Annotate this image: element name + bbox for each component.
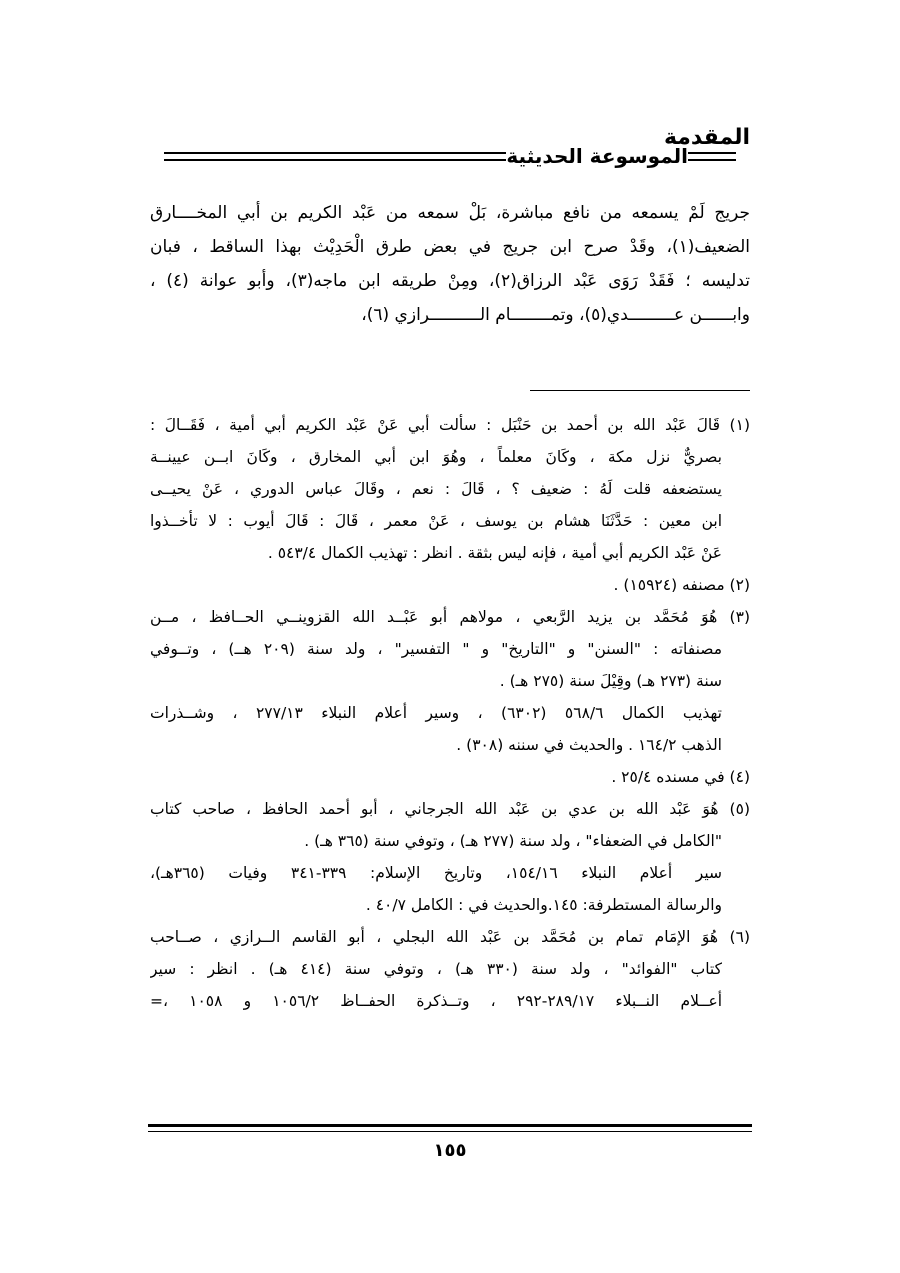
main-text	[150, 196, 750, 332]
footnote-3-line: (٣) هُوَ مُحَمَّد بن يزيد الرَّبعي ، مولاهم أبو عَبْــد الله القزوينــي الحــافظ ، مــن	[150, 608, 750, 626]
footer-rule	[148, 1124, 752, 1132]
running-header	[150, 144, 750, 168]
footnotes	[150, 409, 750, 1017]
footnote-6-line: (٦) هُوَ الإمَام تمام بن مُحَمَّد بن عَبْد الله البجلي ، أبو القاسم الــرازي ، صــاحب	[150, 928, 750, 946]
footnote-3-line: تهذيب الكمال ٥٦٨/٦ (٦٣٠٢) ، وسير أعلام النبلاء ٢٧٧/١٣ ، وشــذرات	[150, 704, 722, 722]
footnote-1-line: يستضعفه قلت لَهُ : ضعيف ؟ ، قَالَ : نعم ، وقَالَ عباس الدوري ، عَنْ يحيــى	[150, 480, 722, 498]
footnote-3-line: الذهب ١٦٤/٢ . والحديث في سننه (٣٠٨) .	[456, 736, 722, 754]
main-text-line: تدليسه ؛ فَقَدْ رَوَى عَبْد الرزاق(٢)، ومِنْ طريقه ابن ماجه(٣)، وأبو عوانة (٤) ،	[150, 271, 750, 291]
section-title: المقدمة	[663, 125, 750, 150]
footnote-1-line: بصريٌّ نزل مكة ، وكَانَ معلماً ، وهُوَ ابن أبي المخارق ، وكَانَ ابــن عيينــة	[150, 448, 722, 466]
footnote-5-line: (٥) هُوَ عَبْد الله بن عدي بن عَبْد الله الجرجاني ، أبو أحمد الحافظ ، صاحب كتاب	[150, 800, 750, 818]
footnote-6-line: أعــلام النــبلاء ٢٨٩/١٧-٢٩٢ ، وتــذكرة الحفــاظ ١٠٥٦/٢ و ١٠٥٨ ،=	[150, 992, 722, 1010]
footnote-1-line: (١) قَالَ عَبْد الله بن أحمد بن حَنْبَل : سألت أبي عَنْ عَبْد الكريم أبي أمية ، فَقَــالَ :	[150, 416, 750, 434]
footnote-5-line: والرسالة المستطرفة: ١٤٥.والحديث في : الكامل ٤٠/٧ .	[365, 896, 722, 914]
header-rule-long	[164, 152, 506, 161]
footnote-3-line: سنة (٢٧٣ هـ) وقِيْلَ سنة (٢٧٥ هـ) .	[499, 672, 722, 690]
header-rule-short	[688, 152, 736, 161]
page-number: ١٥٥	[433, 1140, 467, 1161]
main-text-line: جريج لَمْ يسمعه من نافع مباشرة، بَلْ سمعه من عَبْد الكريم بن أبي المخــــارق	[150, 203, 750, 223]
book-title: الموسوعة الحديثية	[506, 144, 688, 168]
main-text-line: وابــــــن عـــــــــدي(٥)، وتمــــــــام الــــــــــرازي (٦)،	[361, 305, 750, 325]
footnote-1-line: ابن معين : حَدَّثَنَا هشام بن يوسف ، عَنْ معمر ، قَالَ : قَالَ أيوب : لا تأخــذوا	[150, 512, 722, 530]
footnote-6-line: كتاب "الفوائد" ، ولد سنة (٣٣٠ هـ) ، وتوفي سنة (٤١٤ هـ) . انظر : سير	[150, 960, 722, 978]
footnote-3-line: مصنفاته : "السنن" و "التاريخ" و " التفسير" ، ولد سنة (٢٠٩ هــ) ، وتــوفي	[150, 640, 722, 658]
footnote-separator	[530, 390, 750, 391]
main-text-line: الضعيف(١)، وقَدْ صرح ابن جريج في بعض طرق الْحَدِيْث بهذا الساقط ، فبان	[150, 237, 750, 257]
footnote-5-line: سير أعلام النبلاء ١٥٤/١٦، وتاريخ الإسلام: ٣٣٩-٣٤١ وفيات (٣٦٥هـ)،	[150, 864, 722, 882]
footnote-1-line: عَنْ عَبْد الكريم أبي أمية ، فإنه ليس بثقة . انظر : تهذيب الكمال ٥٤٣/٤ .	[267, 544, 722, 562]
footnote-5-line: "الكامل في الضعفاء" ، ولد سنة (٢٧٧ هـ) ، وتوفي سنة (٣٦٥ هـ) .	[304, 832, 722, 850]
footnote-4-line: (٤) في مسنده ٢٥/٤ .	[611, 768, 750, 786]
footnote-2-line: (٢) مصنفه (١٥٩٢٤) .	[613, 576, 750, 594]
